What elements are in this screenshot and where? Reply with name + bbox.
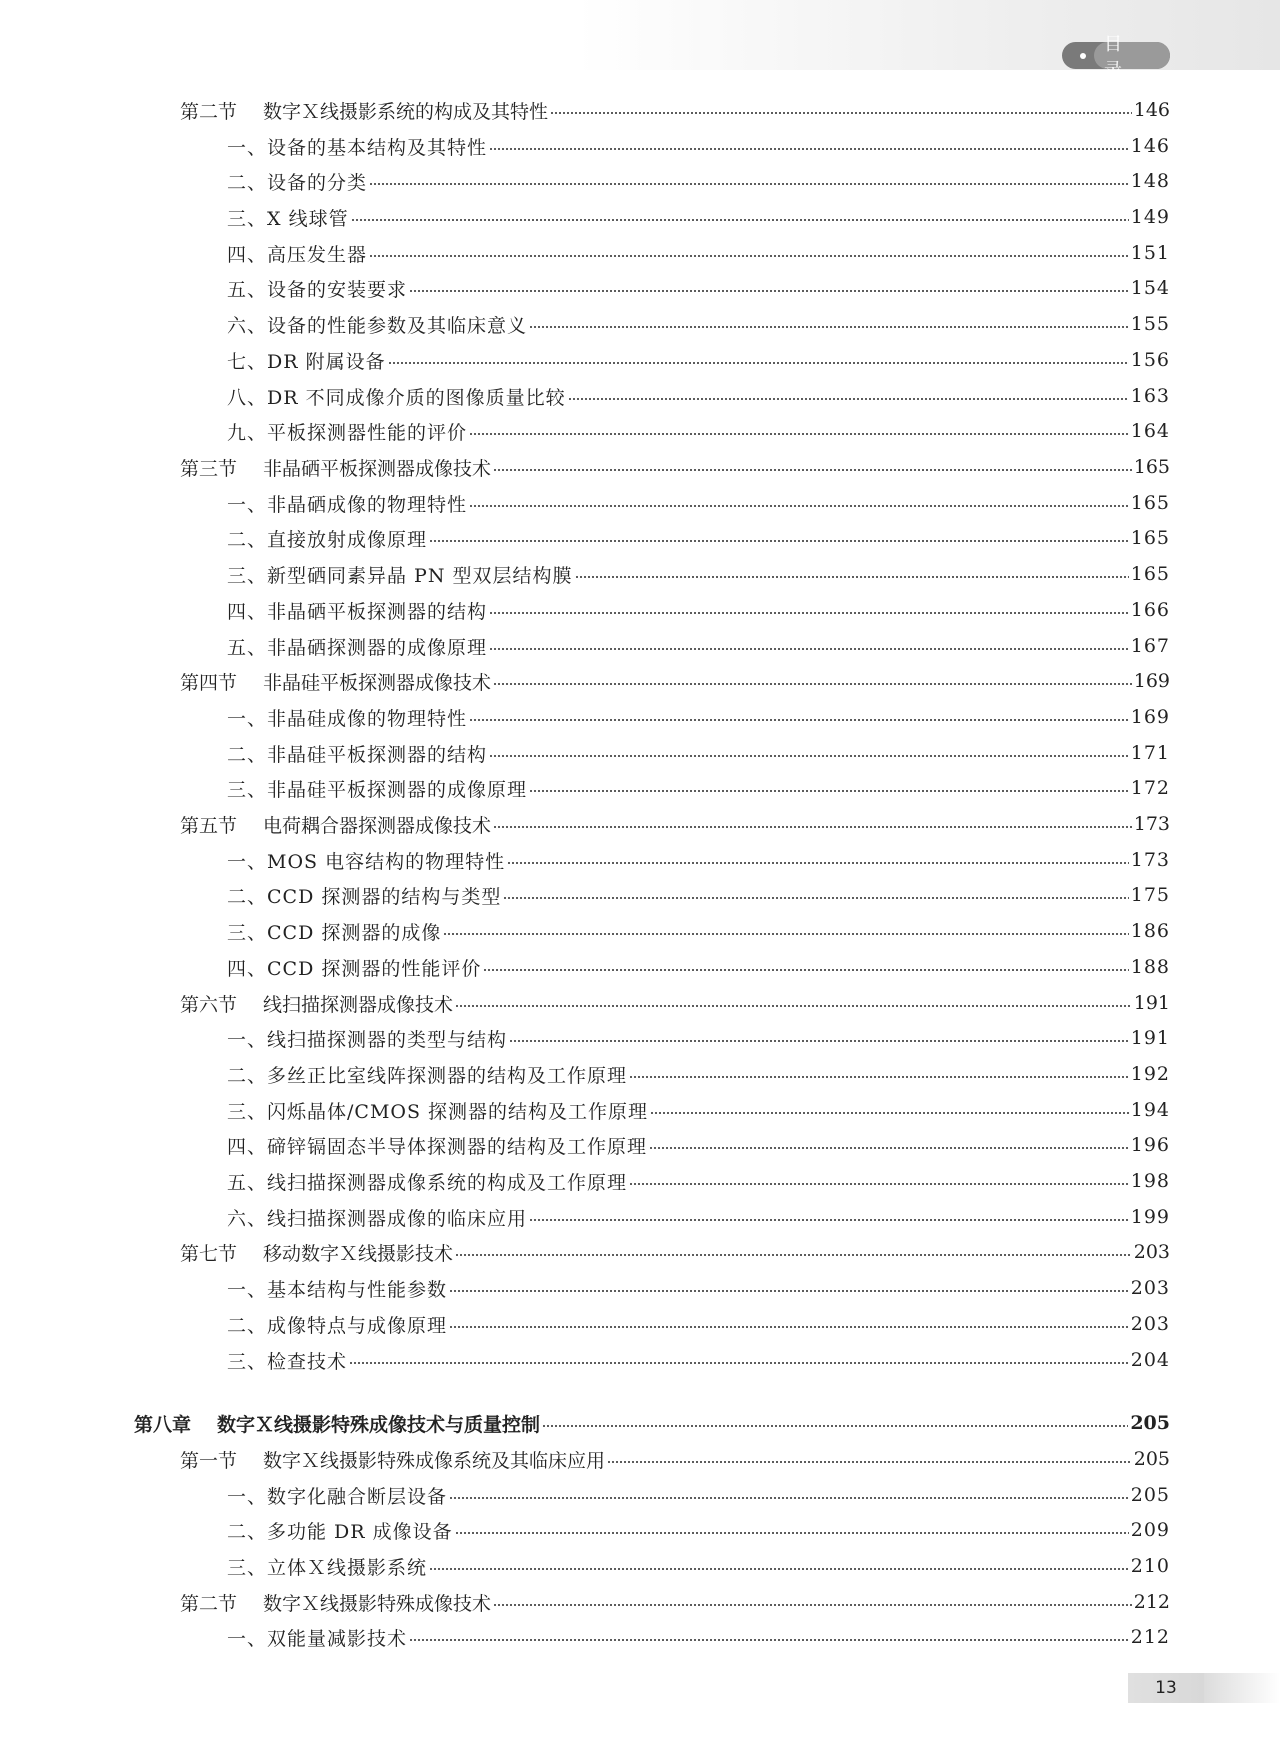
toc-entry-page: 165: [1130, 527, 1170, 549]
toc-entry-page: 203: [1130, 1277, 1170, 1299]
toc-entry-page: 155: [1130, 313, 1170, 335]
toc-entry-title: [227, 525, 427, 552]
toc-entry-text: 一、MOS 电容结构的物理特性: [227, 850, 506, 873]
dot-leader: [489, 755, 1129, 757]
toc-entry-title: [134, 1410, 540, 1437]
toc-subsection-entry[interactable]: [227, 773, 1170, 803]
dot-leader: [349, 1362, 1129, 1364]
toc-subsection-entry[interactable]: [227, 345, 1170, 375]
toc-entry-page: 212: [1133, 1591, 1170, 1613]
dot-leader: [529, 1219, 1129, 1221]
toc-entry-title: [227, 240, 367, 267]
toc-entry-page: 156: [1130, 349, 1170, 371]
toc-entry-page: 173: [1130, 849, 1170, 871]
toc-entry-page: 212: [1130, 1626, 1170, 1648]
toc-entry-text: 三、非晶硅平板探测器的成像原理: [227, 778, 528, 801]
toc-entry-title: [227, 275, 407, 302]
toc-subsection-entry[interactable]: [227, 1202, 1170, 1232]
toc-section-entry[interactable]: [180, 809, 1170, 839]
dot-leader: [493, 1604, 1132, 1606]
dot-leader: [489, 648, 1129, 650]
toc-entry-page: 154: [1130, 277, 1170, 299]
dot-leader: [409, 290, 1129, 292]
toc-entry-text: 四、非晶硒平板探测器的结构: [227, 600, 488, 623]
toc-entry-title: [180, 668, 491, 695]
toc-entry-title: [227, 1168, 627, 1195]
toc-entry-title: [227, 383, 566, 410]
section-tab-label: 目 录: [1094, 42, 1170, 69]
toc-entry-prefix: 第六节: [180, 993, 238, 1016]
dot-leader: [503, 897, 1128, 899]
toc-entry-title: [180, 454, 491, 481]
toc-entry-text: 七、DR 附属设备: [227, 350, 386, 373]
toc-entry-text: 数字Ｘ线摄影特殊成像系统及其临床应用: [263, 1449, 606, 1472]
dot-leader: [443, 933, 1128, 935]
toc-subsection-entry[interactable]: [227, 238, 1170, 268]
toc-entry-page: 205: [1130, 1484, 1170, 1506]
dot-leader: [629, 1183, 1129, 1185]
bullet-dot-icon: [1080, 53, 1086, 59]
dot-leader: [449, 1497, 1129, 1499]
toc-subsection-entry[interactable]: [227, 273, 1170, 303]
toc-entry-text: 三、立体Ｘ线摄影系统: [227, 1556, 428, 1579]
toc-entry-text: 移动数字Ｘ线摄影技术: [263, 1242, 454, 1265]
toc-entry-text: 一、非晶硅成像的物理特性: [227, 707, 468, 730]
toc-entry-page: 203: [1130, 1313, 1170, 1335]
dot-leader: [550, 112, 1132, 114]
dot-leader: [493, 683, 1132, 685]
toc-entry-title: [227, 704, 467, 731]
toc-subsection-entry[interactable]: [227, 1273, 1170, 1303]
toc-entry-title: [227, 418, 467, 445]
toc-subsection-entry[interactable]: [227, 416, 1170, 446]
toc-entry-title: [227, 1097, 648, 1124]
toc-section-entry[interactable]: [180, 1237, 1170, 1267]
toc-subsection-entry[interactable]: [227, 1095, 1170, 1125]
dot-leader: [489, 148, 1129, 150]
dot-leader: [568, 398, 1129, 400]
page-number-fade: [1204, 1673, 1280, 1703]
toc-entry-title: [227, 633, 487, 660]
dot-leader: [607, 1461, 1132, 1463]
toc-entry-title: [180, 1239, 453, 1266]
toc-entry-page: 194: [1130, 1099, 1170, 1121]
toc-entry-text: 数字Ｘ线摄影特殊成像技术与质量控制: [217, 1413, 541, 1436]
dot-leader: [455, 1532, 1129, 1534]
toc-entry-text: 三、闪烁晶体/CMOS 探测器的结构及工作原理: [227, 1100, 649, 1123]
toc-section-entry[interactable]: [180, 1444, 1170, 1474]
toc-entry-title: [227, 847, 505, 874]
toc-subsection-entry[interactable]: [227, 131, 1170, 161]
toc-entry-text: 数字Ｘ线摄影特殊成像技术: [263, 1592, 492, 1615]
toc-entry-page: 199: [1130, 1206, 1170, 1228]
toc-entry-page: 186: [1130, 920, 1170, 942]
toc-entry-title: [227, 1553, 427, 1580]
toc-entry-page: 175: [1130, 884, 1170, 906]
section-tab: [1062, 33, 1170, 81]
dot-leader: [542, 1425, 1128, 1427]
dot-leader: [369, 255, 1129, 257]
dot-leader: [489, 612, 1129, 614]
toc-entry-page: 191: [1130, 1027, 1170, 1049]
toc-subsection-entry[interactable]: [227, 952, 1170, 982]
toc-subsection-entry[interactable]: [227, 1309, 1170, 1339]
dot-leader: [493, 826, 1132, 828]
toc-entry-page: 203: [1133, 1241, 1170, 1263]
dot-leader: [507, 862, 1129, 864]
toc-entry-text: 电荷耦合器探测器成像技术: [263, 814, 492, 837]
toc-entry-title: [227, 1275, 447, 1302]
toc-entry-title: [227, 954, 481, 981]
dot-leader: [469, 433, 1129, 435]
toc-entry-title: [227, 597, 487, 624]
dot-leader: [629, 1076, 1129, 1078]
toc-entry-title: [227, 490, 467, 517]
toc-entry-text: 一、双能量减影技术: [227, 1627, 408, 1650]
toc-entry-prefix: 第七节: [180, 1242, 238, 1265]
dot-leader: [575, 576, 1129, 578]
toc-entry-title: [227, 204, 349, 231]
toc-entry-title: [180, 990, 453, 1017]
toc-entry-title: [227, 1132, 647, 1159]
toc-subsection-entry[interactable]: [227, 1345, 1170, 1375]
toc-entry-page: 165: [1133, 456, 1170, 478]
toc-entry-page: 163: [1130, 385, 1170, 407]
dot-leader: [449, 1290, 1129, 1292]
toc-entry-page: 171: [1130, 742, 1170, 764]
toc-entry-title: [227, 740, 487, 767]
toc-section-entry[interactable]: [180, 988, 1170, 1018]
toc-section-entry[interactable]: [180, 452, 1170, 482]
toc-entry-title: [227, 1517, 453, 1544]
toc-entry-prefix: 第二节: [180, 100, 238, 123]
dot-leader: [529, 326, 1129, 328]
dot-leader: [429, 1568, 1129, 1570]
toc-entry-prefix: 第八章: [134, 1413, 192, 1436]
toc-entry-page: 188: [1130, 956, 1170, 978]
toc-subsection-entry[interactable]: [227, 309, 1170, 339]
toc-entry-text: 一、基本结构与性能参数: [227, 1278, 448, 1301]
toc-entry-text: 线扫描探测器成像技术: [263, 993, 454, 1016]
toc-subsection-entry[interactable]: [227, 1059, 1170, 1089]
toc-entry-page: 204: [1130, 1349, 1170, 1371]
toc-subsection-entry[interactable]: [227, 916, 1170, 946]
toc-entry-page: 165: [1130, 492, 1170, 514]
toc-entry-text: 三、新型硒同素异晶 PN 型双层结构膜: [227, 564, 573, 587]
toc-subsection-entry[interactable]: [227, 1551, 1170, 1581]
toc-entry-prefix: 第四节: [180, 671, 238, 694]
toc-subsection-entry[interactable]: [227, 559, 1170, 589]
toc-subsection-entry[interactable]: [227, 202, 1170, 232]
toc-entry-text: 二、设备的分类: [227, 171, 368, 194]
dot-leader: [351, 219, 1129, 221]
toc-entry-title: [180, 97, 548, 124]
toc-entry-title: [227, 1311, 447, 1338]
dot-leader: [388, 362, 1129, 364]
toc-entry-text: 非晶硅平板探测器成像技术: [263, 671, 492, 694]
dot-leader: [493, 469, 1132, 471]
toc-entry-text: 三、X 线球管: [227, 207, 349, 230]
dot-leader: [449, 1326, 1129, 1328]
toc-entry-page: 146: [1133, 99, 1170, 121]
toc-subsection-entry[interactable]: [227, 1622, 1170, 1652]
toc-entry-page: 205: [1133, 1448, 1170, 1470]
toc-subsection-entry[interactable]: [227, 523, 1170, 553]
toc-section-entry[interactable]: [180, 666, 1170, 696]
toc-entry-title: [180, 1589, 491, 1616]
dot-leader: [529, 790, 1129, 792]
toc-entry-page: 151: [1130, 242, 1170, 264]
toc-entry-text: 八、DR 不同成像介质的图像质量比较: [227, 386, 566, 409]
toc-entry-text: 三、检查技术: [227, 1350, 348, 1373]
toc-entry-text: 二、多丝正比室线阵探测器的结构及工作原理: [227, 1064, 628, 1087]
toc-entry-page: 198: [1130, 1170, 1170, 1192]
toc-subsection-entry[interactable]: [227, 880, 1170, 910]
toc-entry-page: 192: [1130, 1063, 1170, 1085]
toc-entry-page: 209: [1130, 1519, 1170, 1541]
toc-entry-prefix: 第五节: [180, 814, 238, 837]
toc-entry-text: 五、设备的安装要求: [227, 278, 408, 301]
toc-entry-text: 六、设备的性能参数及其临床意义: [227, 314, 528, 337]
toc-subsection-entry[interactable]: [227, 738, 1170, 768]
dot-leader: [369, 183, 1129, 185]
toc-section-entry[interactable]: [180, 1587, 1170, 1617]
toc-entry-text: 二、多功能 DR 成像设备: [227, 1520, 453, 1543]
toc-entry-page: 166: [1130, 599, 1170, 621]
toc-subsection-entry[interactable]: [227, 1515, 1170, 1545]
toc-entry-page: 210: [1130, 1555, 1170, 1577]
page-number: 13: [1128, 1673, 1204, 1703]
toc-subsection-entry[interactable]: [227, 166, 1170, 196]
dot-leader: [483, 969, 1128, 971]
toc-entry-title: [227, 1061, 627, 1088]
toc-entry-page: 173: [1133, 813, 1170, 835]
dot-leader: [429, 540, 1129, 542]
toc-entry-page: 167: [1130, 635, 1170, 657]
toc-subsection-entry[interactable]: [227, 1130, 1170, 1160]
toc-entry-page: 165: [1130, 563, 1170, 585]
toc-entry-text: 四、CCD 探测器的性能评价: [227, 957, 482, 980]
toc-entry-page: 164: [1130, 420, 1170, 442]
toc-entry-text: 九、平板探测器性能的评价: [227, 421, 468, 444]
toc-entry-page: 148: [1130, 170, 1170, 192]
toc-entry-page: 196: [1130, 1134, 1170, 1156]
toc-entry-text: 二、成像特点与成像原理: [227, 1314, 448, 1337]
toc-entry-page: 169: [1130, 706, 1170, 728]
toc-subsection-entry[interactable]: [227, 1023, 1170, 1053]
toc-entry-title: [227, 1347, 347, 1374]
toc-subsection-entry[interactable]: [227, 845, 1170, 875]
toc-subsection-entry[interactable]: [227, 1166, 1170, 1196]
toc-subsection-entry[interactable]: [227, 631, 1170, 661]
toc-entry-text: 非晶硒平板探测器成像技术: [263, 457, 492, 480]
toc-entry-title: [227, 1624, 407, 1651]
toc-entry-text: 五、非晶硒探测器的成像原理: [227, 636, 488, 659]
toc-entry-title: [227, 168, 367, 195]
toc-subsection-entry[interactable]: [227, 702, 1170, 732]
toc-entry-prefix: 第一节: [180, 1449, 238, 1472]
toc-entry-title: [227, 918, 441, 945]
toc-subsection-entry[interactable]: [227, 381, 1170, 411]
toc-entry-title: [227, 133, 487, 160]
dot-leader: [469, 505, 1129, 507]
dot-leader: [650, 1112, 1129, 1114]
toc-chapter-entry[interactable]: [134, 1408, 1170, 1438]
toc-entry-text: 六、线扫描探测器成像的临床应用: [227, 1207, 528, 1230]
dot-leader: [455, 1005, 1132, 1007]
toc-entry-text: 一、设备的基本结构及其特性: [227, 136, 488, 159]
toc-entry-title: [227, 1482, 447, 1509]
toc-entry-title: [180, 1446, 605, 1473]
toc-entry-title: [227, 882, 501, 909]
toc-entry-title: [180, 811, 491, 838]
toc-entry-text: 一、数字化融合断层设备: [227, 1485, 448, 1508]
toc-entry-text: 三、CCD 探测器的成像: [227, 921, 442, 944]
toc-entry-text: 五、线扫描探测器成像系统的构成及工作原理: [227, 1171, 628, 1194]
toc-subsection-entry[interactable]: [227, 488, 1170, 518]
toc-entry-title: [227, 561, 573, 588]
toc-subsection-entry[interactable]: [227, 1480, 1170, 1510]
toc-entry-page: 169: [1133, 670, 1170, 692]
toc-entry-text: 二、非晶硅平板探测器的结构: [227, 743, 488, 766]
toc-entry-prefix: 第三节: [180, 457, 238, 480]
toc-entry-page: 191: [1133, 992, 1170, 1014]
toc-entry-text: 四、高压发生器: [227, 243, 368, 266]
dot-leader: [469, 719, 1129, 721]
toc-entry-prefix: 第二节: [180, 1592, 238, 1615]
toc-entry-text: 二、直接放射成像原理: [227, 528, 428, 551]
dot-leader: [409, 1639, 1129, 1641]
toc-entry-title: [227, 1204, 527, 1231]
toc-entry-text: 四、碲锌镉固态半导体探测器的结构及工作原理: [227, 1135, 648, 1158]
toc-section-entry[interactable]: [180, 95, 1170, 125]
toc-subsection-entry[interactable]: [227, 595, 1170, 625]
toc-entry-text: 一、线扫描探测器的类型与结构: [227, 1028, 508, 1051]
toc-entry-text: 二、CCD 探测器的结构与类型: [227, 885, 502, 908]
toc-entry-page: 146: [1130, 135, 1170, 157]
dot-leader: [509, 1040, 1129, 1042]
toc-entry-text: 数字Ｘ线摄影系统的构成及其特性: [263, 100, 549, 123]
toc-entry-page: 205: [1130, 1412, 1170, 1434]
toc-entry-title: [227, 775, 527, 802]
toc-entry-title: [227, 1025, 507, 1052]
toc-entry-title: [227, 347, 386, 374]
dot-leader: [649, 1147, 1129, 1149]
toc-entry-text: 一、非晶硒成像的物理特性: [227, 493, 468, 516]
toc-entry-page: 172: [1130, 777, 1170, 799]
dot-leader: [455, 1254, 1132, 1256]
toc-entry-page: 149: [1130, 206, 1170, 228]
toc-entry-title: [227, 311, 527, 338]
